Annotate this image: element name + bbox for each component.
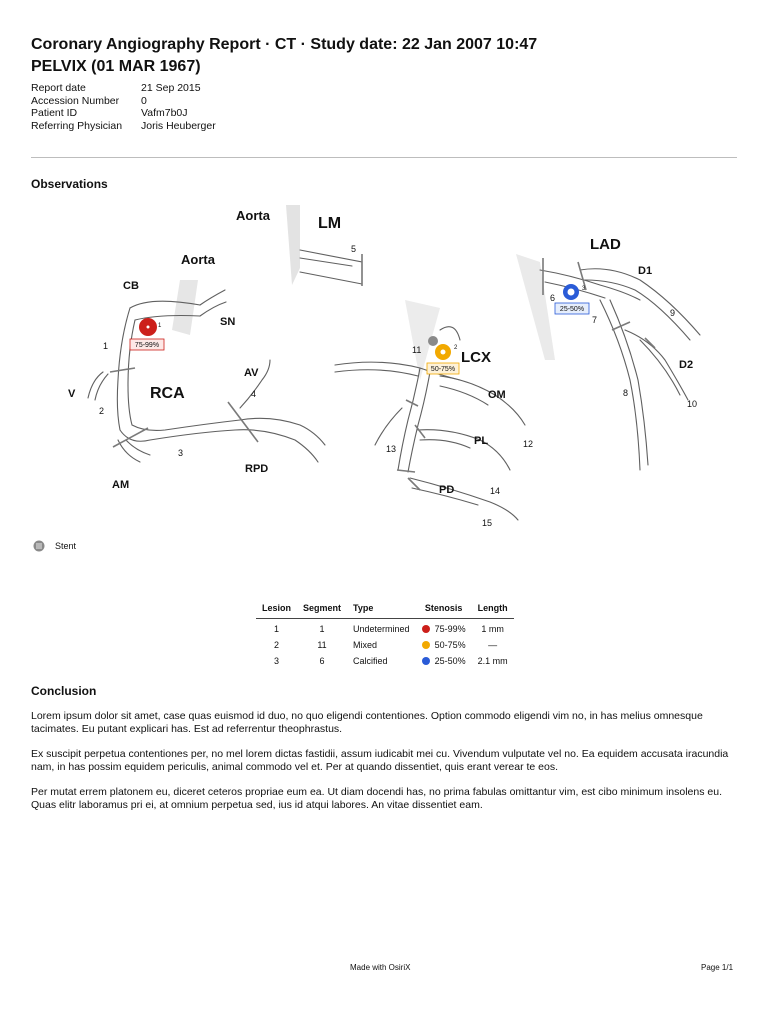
lesion-3-number: 3 xyxy=(582,286,586,292)
footer-page-number: Page 1/1 xyxy=(701,963,734,972)
footer-made-with: Made with OsiriX xyxy=(350,963,411,972)
cell-length: 2.1 mm xyxy=(477,655,508,666)
cell-stenosis: 50-75% xyxy=(416,635,472,651)
conclusion-paragraph-1: Lorem ipsum dolor sit amet, case quas euismod id duo, no quo eligendi contentiones. Option commodo eligendi vim no, in has melius omnesque tacimates. Eu putant explicari has. Est ad referrentur theophrastus. xyxy=(31,710,703,735)
lesion-table xyxy=(256,602,514,667)
label-lad: LAD xyxy=(590,236,621,253)
meta-value: 21 Sep 2015 xyxy=(141,82,201,94)
conclusion-paragraph-2: Ex suscipit perpetua contentiones per, no mel lorem dictas fastidii, assum iudicabit mei cu. Vivendum vulputate vel no. Ea equidem accusata iracundia nam, in has possim equidem periculis, animal commodo vel et. Per at quando dissentiet, quis erant verear te eos. xyxy=(31,748,729,773)
rca-section xyxy=(68,252,325,491)
label-d1: D1 xyxy=(638,265,653,277)
meta-label: Report date xyxy=(31,82,86,94)
label-rpd: RPD xyxy=(245,463,269,475)
segment-10: 10 xyxy=(687,399,698,409)
meta-label: Referring Physician xyxy=(31,119,123,132)
lesion-2-number: 2 xyxy=(454,345,458,351)
observations-heading: Observations xyxy=(31,177,108,191)
label-aorta-rca: Aorta xyxy=(181,252,215,267)
cell-length: — xyxy=(488,639,498,650)
stenosis-dot-blue xyxy=(422,657,430,665)
label-sn: SN xyxy=(220,316,236,328)
lcx-section xyxy=(335,300,533,528)
segment-11: 11 xyxy=(412,345,422,355)
conclusion-paragraph-3: Per mutat errem platonem eu, diceret ceteros propriae eum ea. Ut diam docendi has, no prima fabulas omittantur vim, est cibo minimum insolens eu. Quas elitr laboramus pri ei, at omnium perpetua sed, ius id atqui labores. An vitae dissentiet eam. xyxy=(31,786,722,811)
conclusion-heading: Conclusion xyxy=(31,684,97,698)
segment-7: 7 xyxy=(592,315,598,325)
label-cb: CB xyxy=(123,280,139,292)
segment-13: 13 xyxy=(386,444,397,454)
col-stenosis: Stenosis xyxy=(416,602,472,619)
cell-stenosis: 25-50% xyxy=(416,651,472,667)
table-row xyxy=(256,651,514,667)
report-title: Coronary Angiography Report · CT · Study date: 22 Jan 2007 10:47 xyxy=(31,36,538,53)
label-lcx: LCX xyxy=(461,349,491,366)
segment-5: 5 xyxy=(351,244,357,254)
meta-value: Vafm7b0J xyxy=(141,107,188,120)
label-v: V xyxy=(68,388,76,400)
report-metadata xyxy=(31,82,216,132)
stent-legend xyxy=(33,540,76,552)
label-av: AV xyxy=(244,367,259,379)
meta-label: Patient ID xyxy=(31,107,78,120)
segment-6: 6 xyxy=(550,293,556,303)
lesion-1-badge: 75-99% xyxy=(134,342,160,349)
col-type: Type xyxy=(347,602,416,619)
meta-row xyxy=(31,107,216,120)
meta-row xyxy=(31,95,216,108)
lm-section xyxy=(236,205,362,286)
label-aorta-lm: Aorta xyxy=(236,208,270,223)
segment-2: 2 xyxy=(99,406,105,416)
segment-12: 12 xyxy=(523,439,534,449)
segment-8: 8 xyxy=(623,388,629,398)
segment-15: 15 xyxy=(482,518,493,528)
cell-length: 1 mm xyxy=(481,623,504,634)
cell-type: Mixed xyxy=(353,639,378,650)
header-divider xyxy=(31,157,737,158)
label-am: AM xyxy=(112,479,130,491)
cell-segment: 6 xyxy=(319,655,325,666)
stenosis-dot-orange xyxy=(422,641,430,649)
table-header-row xyxy=(256,602,514,619)
stent-legend-label: Stent xyxy=(55,541,77,551)
col-length: Length xyxy=(472,602,514,619)
cell-lesion: 3 xyxy=(274,655,280,666)
meta-row xyxy=(31,82,216,95)
meta-value: Joris Heuberger xyxy=(141,119,216,132)
meta-row xyxy=(31,120,216,133)
label-pl: PL xyxy=(474,435,489,447)
patient-name: PELVIX (01 MAR 1967) xyxy=(31,58,201,75)
label-om: OM xyxy=(488,389,506,401)
segment-4: 4 xyxy=(251,389,257,399)
cell-lesion: 2 xyxy=(274,639,280,650)
stent-icon xyxy=(33,540,45,552)
cell-lesion: 1 xyxy=(274,623,280,634)
cell-segment: 11 xyxy=(317,639,327,650)
cell-segment: 1 xyxy=(319,623,325,634)
cell-type: Calcified xyxy=(353,655,388,666)
segment-1: 1 xyxy=(103,341,109,351)
label-lm: LM xyxy=(318,215,342,232)
cell-stenosis: 75-99% xyxy=(416,619,472,636)
lesion-3-badge: 25-50% xyxy=(559,306,585,313)
col-lesion: Lesion xyxy=(256,602,297,619)
lad-section xyxy=(516,236,700,470)
cell-type: Undetermined xyxy=(353,623,410,634)
meta-label: Accession Number xyxy=(31,94,120,107)
stent-marker xyxy=(428,336,438,346)
table-row xyxy=(256,619,514,636)
lesion-1-number: 1 xyxy=(158,323,162,329)
coronary-tree-diagram xyxy=(0,195,768,540)
label-pd: PD xyxy=(439,484,455,496)
meta-value: 0 xyxy=(141,94,147,107)
segment-14: 14 xyxy=(490,486,501,496)
label-rca: RCA xyxy=(150,385,185,402)
label-d2: D2 xyxy=(679,359,694,371)
lesion-2-badge: 50-75% xyxy=(430,366,456,373)
stenosis-dot-red xyxy=(422,625,430,633)
table-row xyxy=(256,635,514,651)
segment-9: 9 xyxy=(670,308,676,318)
col-segment: Segment xyxy=(297,602,347,619)
segment-3: 3 xyxy=(178,448,184,458)
